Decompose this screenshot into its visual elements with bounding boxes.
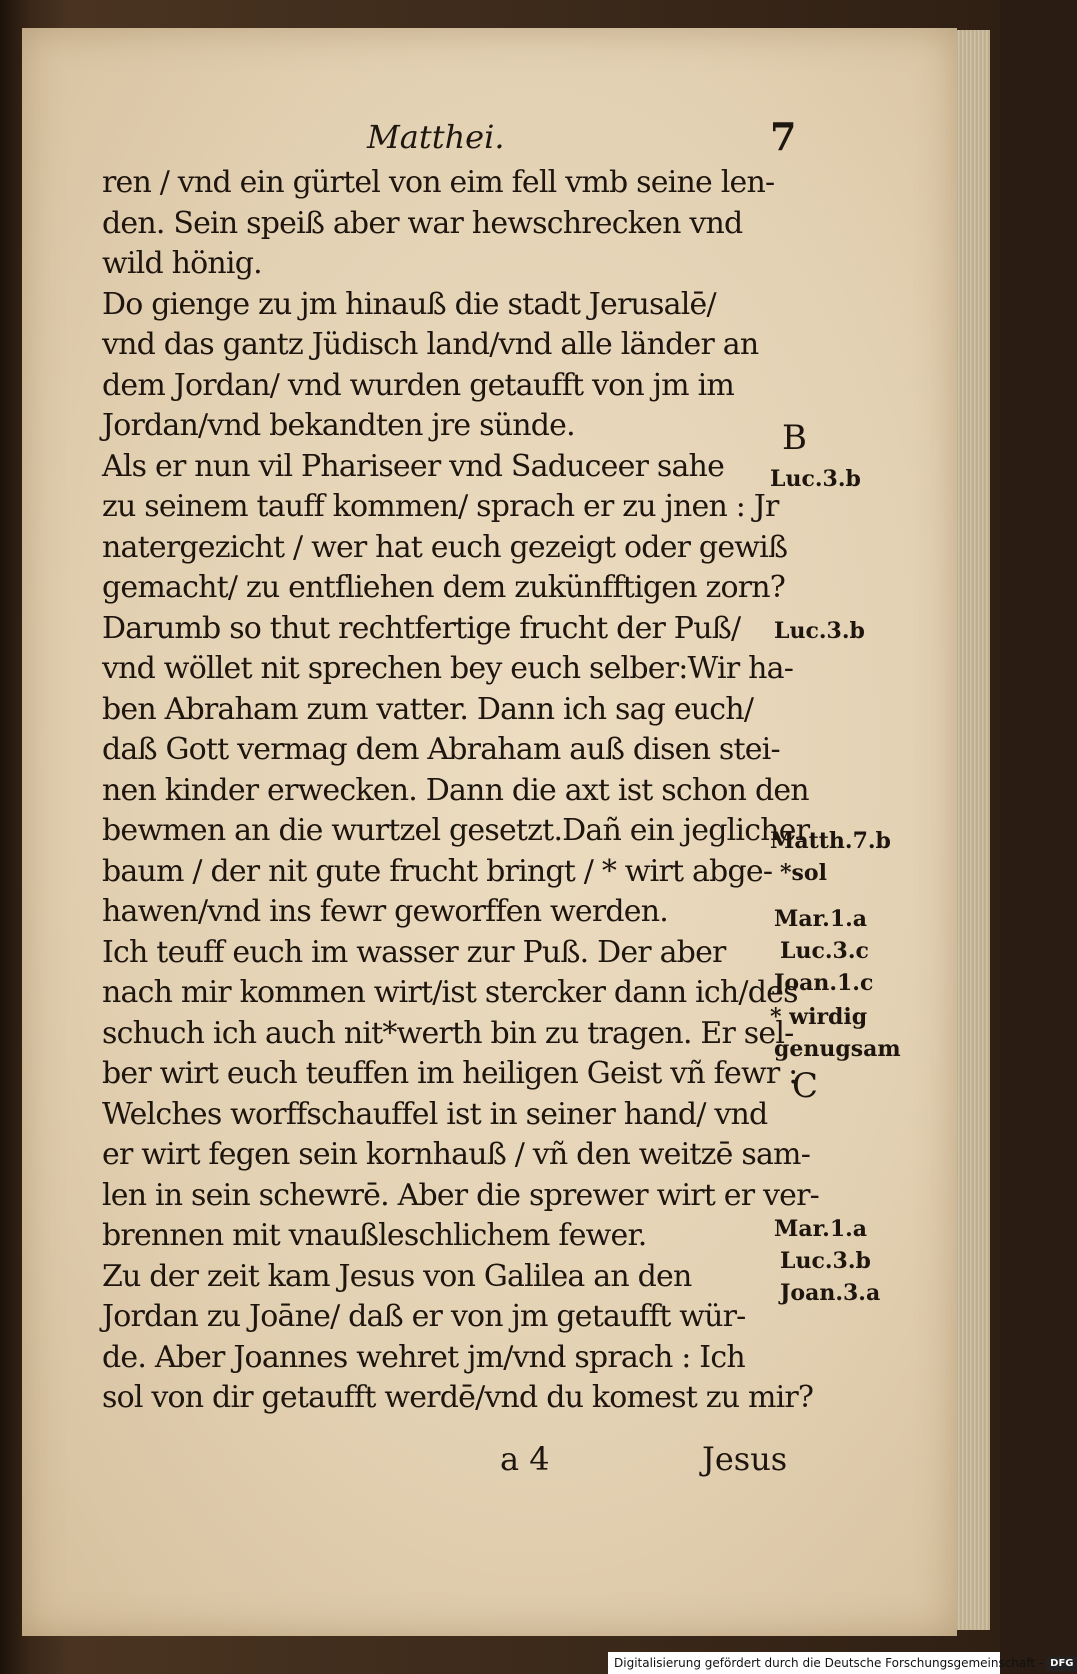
page-header bbox=[22, 114, 957, 159]
text-line: baum / der nit gute frucht bringt / * wirt abge- bbox=[102, 853, 773, 889]
signature-mark: a 4 bbox=[500, 1440, 550, 1478]
margin-gloss-wirdig: * wirdig bbox=[770, 1004, 868, 1030]
text-line: ben Abraham zum vatter. Dann ich sag euch/ bbox=[102, 691, 754, 727]
margin-ref-luc-3-b: Luc.3.b bbox=[770, 466, 861, 492]
text-line: daß Gott vermag dem Abraham auß disen stei- bbox=[102, 732, 780, 767]
text-line: Welches worffschauffel ist in seiner hand/ vnd bbox=[102, 1096, 768, 1132]
text-line: Jordan/vnd bekandten jre sünde. bbox=[102, 408, 575, 443]
margin-ref-joan-1-c: Joan.1.c bbox=[774, 970, 874, 996]
text-line: ber wirt euch teuffen im heiligen Geist vñ fewr : bbox=[102, 1056, 798, 1091]
margin-section-b: B bbox=[782, 418, 807, 458]
margin-ref-luc-3-b: Luc.3.b bbox=[774, 618, 865, 644]
dfg-funding-banner bbox=[608, 1652, 1074, 1674]
margin-ref-matth-7-b: Matth.7.b bbox=[770, 828, 891, 854]
text-line: wild hönig. bbox=[102, 246, 262, 281]
text-line: dem Jordan/ vnd wurden getaufft von jm im bbox=[102, 367, 735, 403]
text-line: zu seinem tauff kommen/ sprach er zu jnen : Jr bbox=[102, 489, 779, 524]
text-line: bewmen an die wurtzel gesetzt.Dañ ein jeglicher bbox=[102, 813, 810, 848]
text-line: Jordan zu Joāne/ daß er von jm getaufft wür- bbox=[102, 1299, 746, 1334]
margin-ref-mar-1-a: Mar.1.a bbox=[774, 906, 868, 932]
margin-ref-joan-3-a: Joan.3.a bbox=[780, 1280, 881, 1306]
text-line: vnd wöllet nit sprechen bey euch selber:Wir ha- bbox=[102, 651, 794, 686]
text-line: hawen/vnd ins fewr geworffen werden. bbox=[102, 894, 668, 929]
text-line: sol von dir getaufft werdē/vnd du komest zu mir? bbox=[102, 1380, 814, 1415]
catchword: Jesus bbox=[702, 1440, 788, 1478]
page-footer bbox=[22, 1440, 957, 1484]
text-line: de. Aber Joannes wehret jm/vnd sprach : Ich bbox=[102, 1339, 745, 1375]
text-line: natergezicht / wer hat euch gezeigt oder gewiß bbox=[102, 529, 788, 565]
banner-text: Digitalisierung gefördert durch die Deutsche Forschungsgemeinschaft - bbox=[614, 1656, 1044, 1670]
margin-ref-mar-1-a: Mar.1.a bbox=[774, 1216, 868, 1242]
text-line: Zu der zeit kam Jesus von Galilea an den bbox=[102, 1258, 692, 1294]
dfg-logo-icon: DFG bbox=[1047, 1657, 1076, 1671]
page-edges bbox=[955, 30, 990, 1630]
text-line: nach mir kommen wirt/ist stercker dann ich/des bbox=[102, 975, 798, 1010]
text-line: Darumb so thut rechtfertige frucht der Puß/ bbox=[102, 610, 741, 646]
margin-gloss-genugsam: genugsam bbox=[774, 1036, 901, 1062]
text-line: gemacht/ zu entfliehen dem zukünfftigen zorn? bbox=[102, 570, 786, 605]
text-line: Ich teuff euch im wasser zur Puß. Der aber bbox=[102, 934, 726, 970]
text-line: er wirt fegen sein kornhauß / vñ den weitzē sam- bbox=[102, 1137, 811, 1172]
text-line: Als er nun vil Phariseer vnd Saduceer sahe bbox=[102, 448, 725, 484]
text-line: ren / vnd ein gürtel von eim fell vmb seine len- bbox=[102, 165, 775, 200]
text-line: len in sein schewrē. Aber die sprewer wirt er ver- bbox=[102, 1177, 819, 1213]
margin-ref-luc-3-b: Luc.3.b bbox=[780, 1248, 871, 1274]
margin-section-c: C bbox=[792, 1066, 819, 1106]
page-number: 7 bbox=[770, 114, 797, 159]
text-line: Do gienge zu jm hinauß die stadt Jerusalē/ bbox=[102, 286, 716, 322]
text-line: nen kinder erwecken. Dann die axt ist schon den bbox=[102, 772, 809, 808]
book-page bbox=[22, 28, 957, 1636]
running-head: Matthei. bbox=[367, 118, 505, 156]
text-line: den. Sein speiß aber war hewschrecken vnd bbox=[102, 205, 743, 241]
text-line: schuch ich auch nit*werth bin zu tragen. Er sel- bbox=[102, 1015, 794, 1051]
text-line: brennen mit vnaußleschlichem fewer. bbox=[102, 1218, 647, 1253]
margin-gloss-sol: *sol bbox=[780, 860, 827, 886]
text-line: vnd das gantz Jüdisch land/vnd alle länder an bbox=[102, 327, 759, 362]
margin-ref-luc-3-c: Luc.3.c bbox=[780, 938, 869, 964]
